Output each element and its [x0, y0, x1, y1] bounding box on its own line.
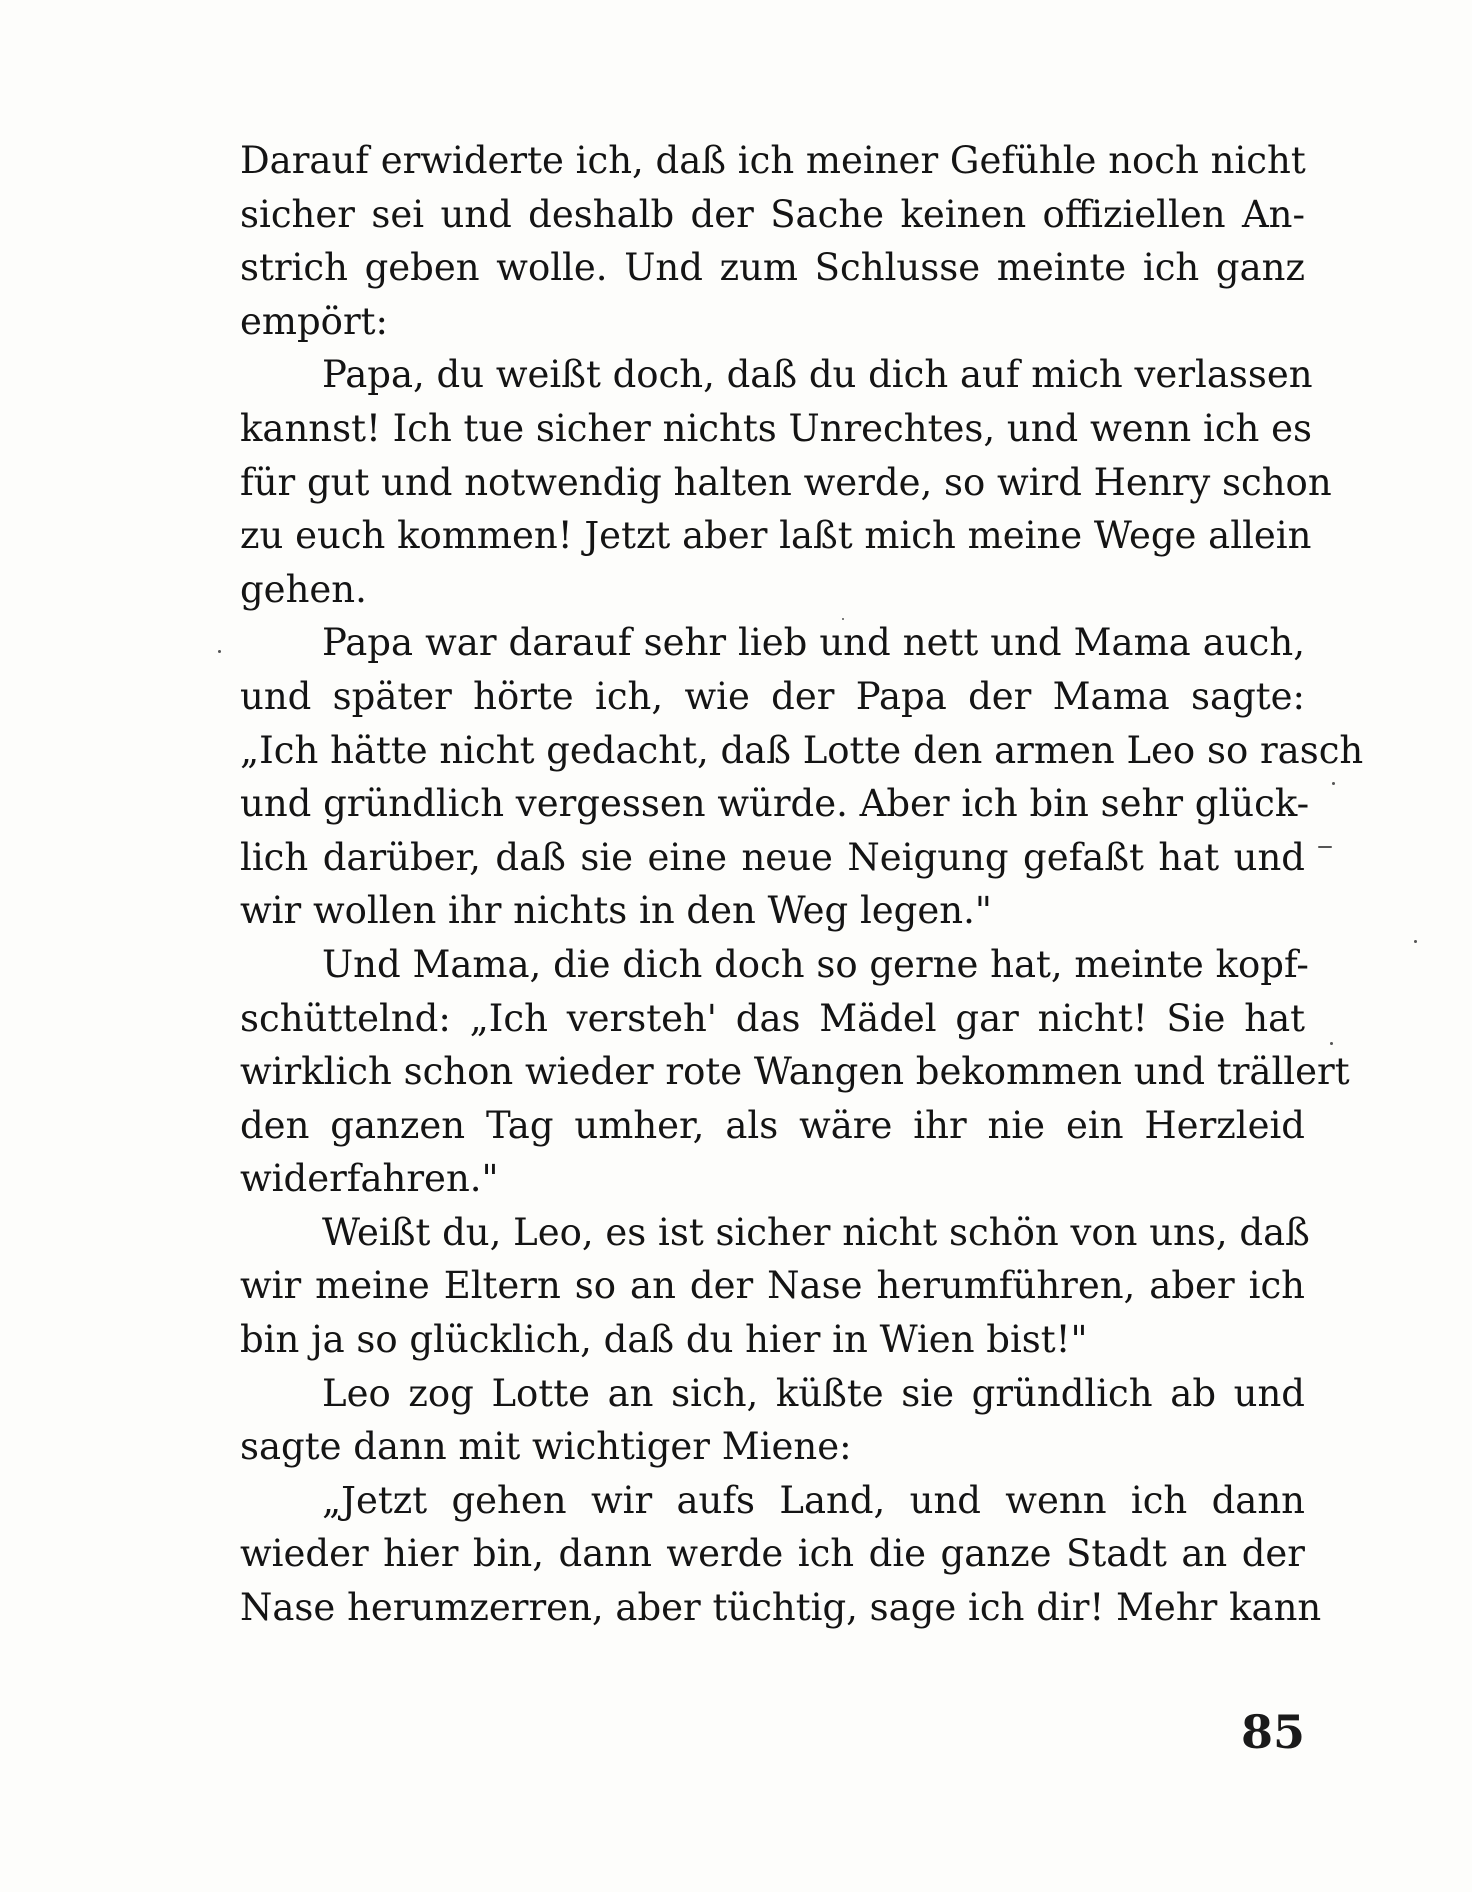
text-line: Weißt du, Leo, es ist sicher nicht schön von uns, daß	[322, 1210, 1310, 1254]
text-line: den ganzen Tag umher, als wäre ihr nie ein Herzleid	[240, 1103, 1305, 1147]
text-line: Und Mama, die dich doch so gerne hat, meinte kopf-	[322, 942, 1309, 986]
body-text	[240, 134, 1364, 1635]
text-line: Leo zog Lotte an sich, küßte sie gründlich ab und	[322, 1371, 1305, 1415]
text-line: wir wollen ihr nichts in den Weg legen."	[240, 889, 992, 933]
text-line: Papa, du weißt doch, daß du dich auf mich verlassen	[322, 353, 1313, 397]
text-line: wirklich schon wieder rote Wangen bekommen und trällert	[240, 1050, 1350, 1094]
text-line: „Jetzt gehen wir aufs Land, und wenn ich dann	[322, 1478, 1305, 1522]
text-line: Darauf erwiderte ich, daß ich meiner Gefühle noch nicht	[240, 139, 1306, 182]
text-line: „Ich hätte nicht gedacht, daß Lotte den armen Leo so rasch	[240, 728, 1364, 772]
text-line: Nase herumzerren, aber tüchtig, sage ich dir! Mehr kann	[240, 1586, 1322, 1630]
text-line: Papa war darauf sehr lieb und nett und Mama auch,	[322, 621, 1305, 665]
text-line: kannst! Ich tue sicher nichts Unrechtes, und wenn ich es	[240, 406, 1313, 450]
text-line: widerfahren."	[240, 1157, 499, 1201]
text-line: für gut und notwendig halten werde, so wird Henry schon	[240, 460, 1332, 504]
print-speck	[1330, 1042, 1333, 1045]
text-line: wieder hier bin, dann werde ich die ganze Stadt an der	[240, 1532, 1305, 1576]
text-line: wir meine Eltern so an der Nase herumführen, aber ich	[240, 1264, 1305, 1308]
text-line: gehen.	[240, 567, 367, 611]
text-line: bin ja so glücklich, daß du hier in Wien bist!"	[240, 1318, 1088, 1362]
text-line: strich geben wolle. Und zum Schlusse meinte ich ganz	[240, 246, 1305, 290]
text-line: und später hörte ich, wie der Papa der Mama sagte:	[240, 674, 1305, 718]
print-speck	[842, 618, 844, 620]
text-line: zu euch kommen! Jetzt aber laßt mich meine Wege allein	[240, 514, 1312, 558]
text-line: sagte dann mit wichtiger Miene:	[240, 1425, 852, 1469]
text-line: schüttelnd: „Ich versteh' das Mädel gar nicht! Sie hat	[240, 996, 1305, 1040]
text-line: und gründlich vergessen würde. Aber ich bin sehr glück-	[240, 782, 1310, 826]
print-speck	[1318, 846, 1332, 848]
text-line: empört:	[240, 299, 388, 343]
print-speck	[218, 650, 221, 653]
print-speck	[1414, 940, 1417, 943]
text-line: lich darüber, daß sie eine neue Neigung gefaßt hat und	[240, 835, 1305, 879]
page-number: 85	[1240, 1705, 1305, 1759]
print-speck	[1332, 782, 1335, 785]
text-line: sicher sei und deshalb der Sache keinen offiziellen An-	[240, 192, 1305, 236]
